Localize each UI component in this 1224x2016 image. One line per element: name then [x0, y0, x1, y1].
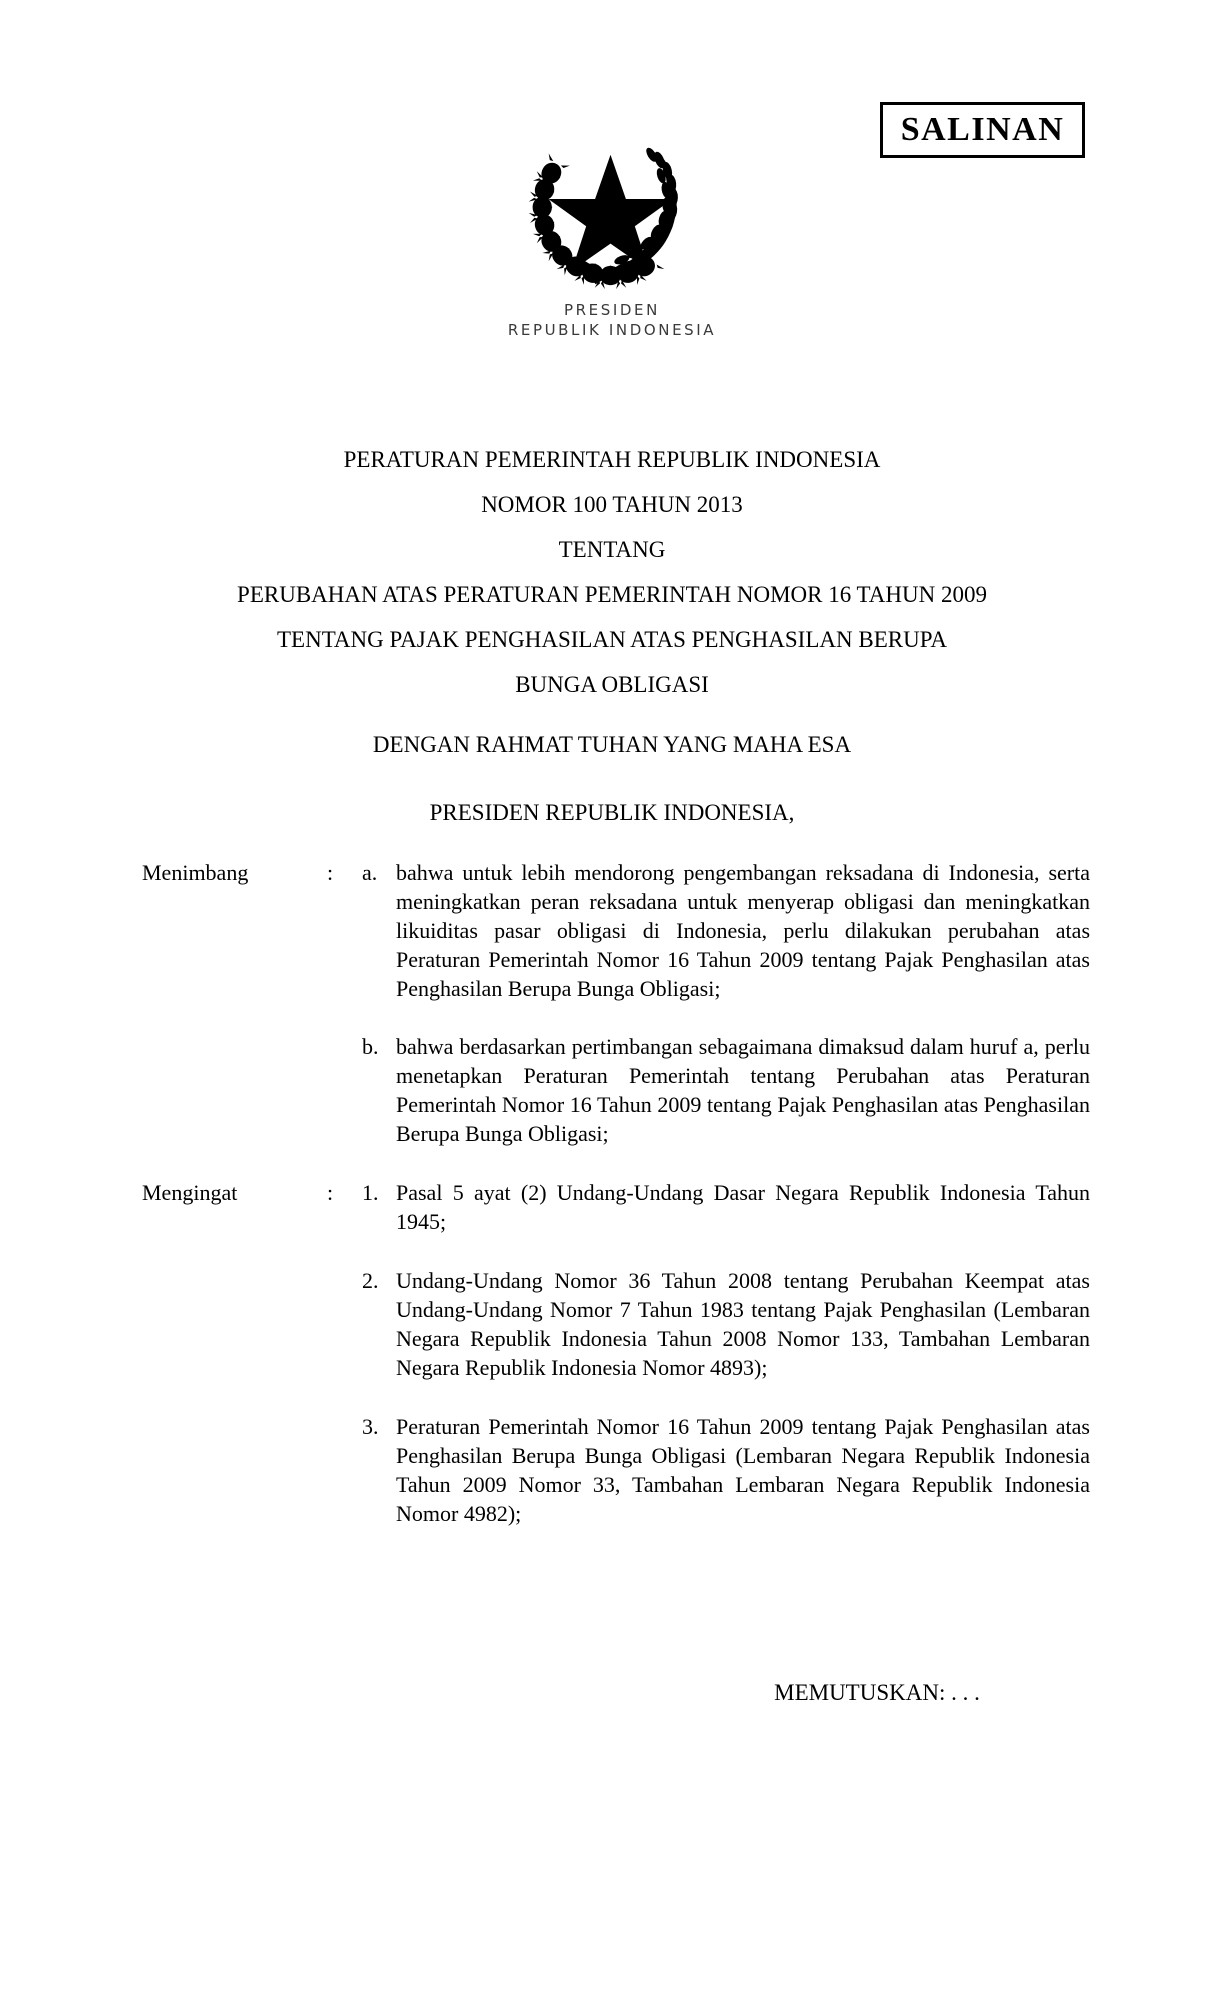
considerations-colon: :	[327, 860, 334, 885]
consideration-item	[362, 1032, 1090, 1148]
legal-basis-item-marker-1: 1.	[362, 1180, 379, 1205]
considerations-items	[362, 858, 1090, 1148]
emblem-caption-line-2: REPUBLIK INDONESIA	[507, 321, 717, 339]
invocation-spacer	[0, 760, 1224, 798]
legal-basis-item-spacer	[362, 1382, 1090, 1412]
title-line-subject-3: BUNGA OBLIGASI	[515, 672, 709, 697]
invocation-block	[0, 730, 1224, 828]
section-spacer	[142, 1148, 1090, 1178]
title-line-subject-1: PERUBAHAN ATAS PERATURAN PEMERINTAH NOMOR 16 TAHUN 2009	[237, 582, 987, 607]
considerations-label: Menimbang	[142, 860, 249, 885]
legal-basis-item-marker-3: 3.	[362, 1414, 379, 1439]
legal-basis-item	[362, 1266, 1090, 1382]
salinan-stamp-box	[880, 102, 1085, 158]
emblem-caption-line-1: PRESIDEN	[564, 301, 660, 319]
legal-basis-item-text-1: Pasal 5 ayat (2) Undang-Undang Dasar Negara Republik Indonesia Tahun 1945;	[396, 1180, 1090, 1234]
considerations-section	[142, 858, 1090, 1148]
title-line-regulation-type: PERATURAN PEMERINTAH REPUBLIK INDONESIA	[343, 447, 881, 472]
presidential-seal-icon	[523, 118, 698, 293]
page-continuation-note: MEMUTUSKAN: . . .	[774, 1680, 980, 1705]
emblem-caption	[0, 300, 1224, 340]
legal-basis-label: Mengingat	[142, 1180, 238, 1205]
title-line-number-year: NOMOR 100 TAHUN 2013	[481, 492, 743, 517]
invocation-blessing: DENGAN RAHMAT TUHAN YANG MAHA ESA	[372, 732, 852, 757]
consideration-item-marker-a: a.	[362, 860, 378, 885]
salinan-label: SALINAN	[900, 111, 1065, 148]
document-body	[142, 858, 1090, 1528]
document-title-block	[0, 437, 1224, 707]
consideration-item-text-a: bahwa untuk lebih mendorong pengembangan reksadana di Indonesia, serta meningkatkan peran reksadana untuk menyerap obligasi dan meningkatkan likuiditas pasar obligasi di Indonesia, perlu dilakukan perubahan atas Peraturan Pemerintah Nomor 16 Tahun 2009 tentang Pajak Penghasilan atas Penghasilan Berupa Bunga Obligasi;	[396, 860, 1090, 1001]
legal-basis-item-text-3: Peraturan Pemerintah Nomor 16 Tahun 2009 tentang Pajak Penghasilan atas Penghasilan Berupa Bunga Obligasi (Lembaran Negara Republik Indonesia Tahun 2009 Nomor 33, Tambahan Lembaran Negara Republik Indonesia Nomor 4982);	[396, 1414, 1090, 1526]
legal-basis-item-marker-2: 2.	[362, 1268, 379, 1293]
legal-basis-item-text-2: Undang-Undang Nomor 36 Tahun 2008 tentang Perubahan Keempat atas Undang-Undang Nomor 7 Tahun 1983 tentang Pajak Penghasilan (Lembaran Negara Republik Indonesia Tahun 2008 Nomor 133, Tambahan Lembaran Negara Republik Indonesia Nomor 4893);	[396, 1268, 1090, 1380]
consideration-item-marker-b: b.	[362, 1034, 379, 1059]
legal-basis-section	[142, 1178, 1090, 1528]
consideration-item-spacer	[362, 1003, 1090, 1032]
legal-basis-item	[362, 1178, 1090, 1236]
legal-basis-item	[362, 1412, 1090, 1528]
title-line-subject-2: TENTANG PAJAK PENGHASILAN ATAS PENGHASILAN BERUPA	[277, 627, 947, 652]
consideration-item-text-b: bahwa berdasarkan pertimbangan sebagaimana dimaksud dalam huruf a, perlu menetapkan Peraturan Pemerintah tentang Perubahan atas Peraturan Pemerintah Nomor 16 Tahun 2009 tentang Pajak Penghasilan atas Penghasilan Berupa Bunga Obligasi;	[396, 1034, 1090, 1146]
legal-basis-items	[362, 1178, 1090, 1528]
invocation-authority: PRESIDEN REPUBLIK INDONESIA,	[429, 800, 795, 825]
consideration-item	[362, 858, 1090, 1003]
legal-basis-item-spacer	[362, 1236, 1090, 1266]
legal-basis-colon: :	[327, 1180, 334, 1205]
title-line-tentang: TENTANG	[558, 537, 666, 562]
